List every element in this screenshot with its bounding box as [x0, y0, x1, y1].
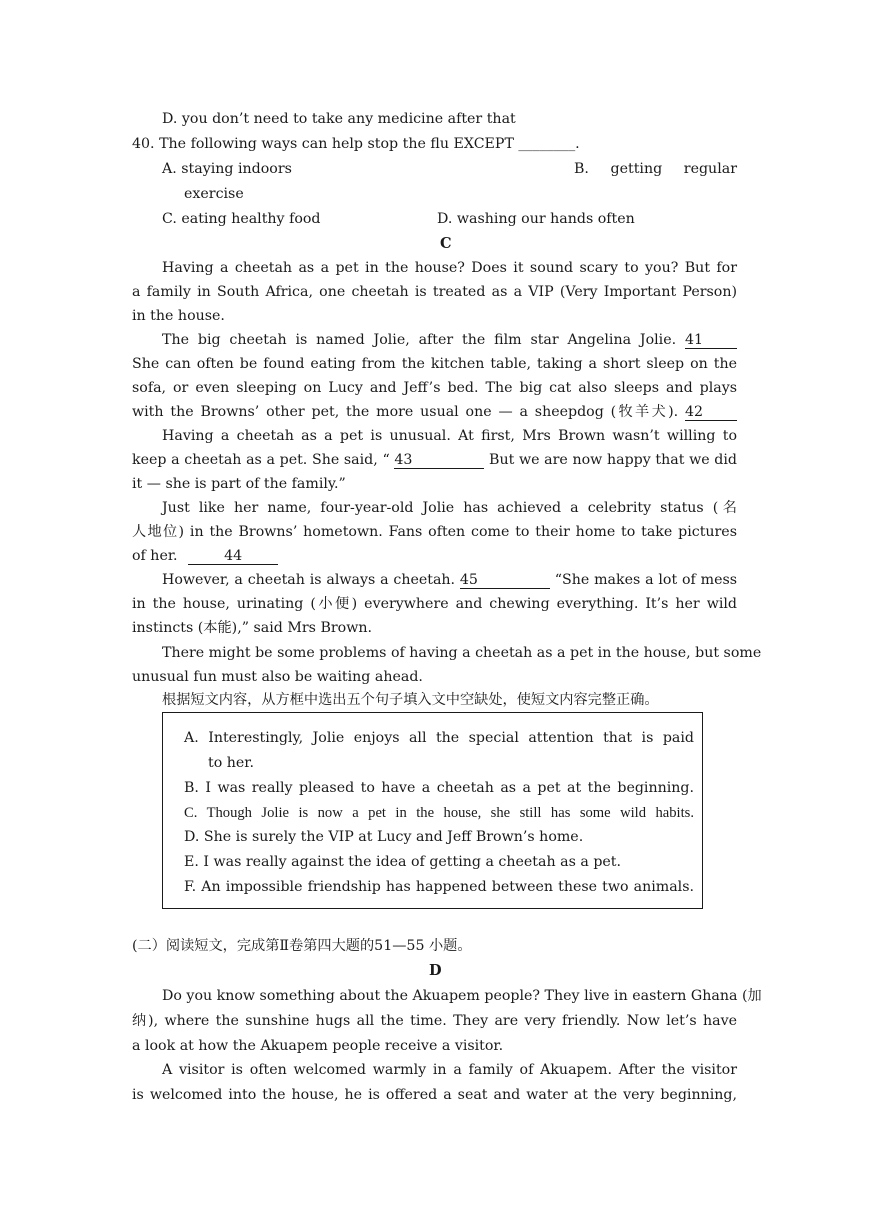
blank-42: 42: [685, 404, 737, 421]
section-two-title: (二）阅读短文，完成第Ⅱ卷第四大题的51—55 小题。: [132, 938, 472, 954]
blank-43: 43: [394, 452, 484, 469]
option-a: A. Interestingly, Jolie enjoys all the special attention that is paid: [184, 730, 694, 746]
passage-d-line5: is welcomed into the house, he is offered a seat and water at the very beginning,: [132, 1087, 737, 1103]
passage-d-line3: a look at how the Akuapem people receive a visitor.: [132, 1038, 504, 1054]
q40-option-b-word2: regular: [683, 161, 737, 177]
passage-c-p5-line3: instincts (本能),” said Mrs Brown.: [132, 620, 372, 636]
passage-c-p1-line2: a family in South Africa, one cheetah is treated as a VIP (Very Important Person): [132, 284, 737, 300]
passage-c-p4-text3: of her.: [132, 548, 178, 564]
passage-c-instruction: 根据短文内容，从方框中选出五个句子填入文中空缺处，使短文内容完整正确。: [162, 692, 659, 708]
passage-c-p3-line2: [132, 451, 737, 469]
q39-option-d: D. you don’t need to take any medicine after that: [162, 111, 516, 127]
passage-c-p5-line1: [162, 571, 737, 589]
q40-option-b: [574, 160, 737, 178]
q40-option-b-letter: B.: [574, 161, 589, 177]
option-b: B. I was really pleased to have a cheetah as a pet at the beginning.: [184, 780, 694, 796]
passage-d-line2: 纳), where the sunshine hugs all the time. They are very friendly. Now let’s have: [132, 1013, 737, 1029]
passage-c-p4-line3: [132, 547, 278, 565]
q40-option-d: D. washing our hands often: [437, 211, 635, 227]
passage-c-p5-text1b: “She makes a lot of mess: [554, 572, 738, 588]
passage-c-p6-line2: unusual fun must also be waiting ahead.: [132, 669, 423, 685]
passage-c-p2-line2: She can often be found eating from the kitchen table, taking a short sleep on the: [132, 356, 737, 372]
option-c: C. Though Jolie is now a pet in the house, she still has some wild habits.: [184, 805, 694, 821]
passage-c-p5-text1a: However, a cheetah is always a cheetah.: [162, 572, 456, 588]
passage-c-p1-line3: in the house.: [132, 308, 225, 324]
q40-option-a: A. staying indoors: [162, 161, 292, 177]
q40-option-b-word1: getting: [610, 161, 663, 177]
passage-c-p3-line1: Having a cheetah as a pet is unusual. At first, Mrs Brown wasn’t willing to: [162, 428, 737, 444]
q40-option-c: C. eating healthy food: [162, 211, 321, 227]
blank-45: 45: [460, 572, 550, 589]
passage-c-p2-text1: The big cheetah is named Jolie, after the film star Angelina Jolie.: [162, 332, 677, 348]
passage-c-p2-line1: [162, 331, 737, 349]
passage-c-p2-text4: with the Browns’ other pet, the more usual one — a sheepdog (牧羊犬).: [132, 404, 679, 420]
option-d: D. She is surely the VIP at Lucy and Jeff Brown’s home.: [184, 829, 584, 845]
blank-44: 44: [188, 548, 278, 565]
passage-c-p3-text2a: keep a cheetah as a pet. She said, “: [132, 452, 390, 468]
passage-d-line4: A visitor is often welcomed warmly in a family of Akuapem. After the visitor: [162, 1062, 737, 1078]
passage-c-p1-line1: Having a cheetah as a pet in the house? Does it sound scary to you? But for: [162, 260, 737, 276]
blank-41: 41: [685, 332, 737, 349]
passage-d-line1: Do you know something about the Akuapem people? They live in eastern Ghana (加: [162, 988, 762, 1004]
passage-c-p3-line3: it — she is part of the family.”: [132, 476, 346, 492]
passage-c-p2-line4: [132, 403, 737, 421]
q40-stem: 40. The following ways can help stop the flu EXCEPT ________.: [132, 136, 580, 152]
passage-c-heading: C: [440, 235, 452, 252]
option-a-continued: to her.: [208, 755, 255, 771]
option-e: E. I was really against the idea of getting a cheetah as a pet.: [184, 854, 622, 870]
passage-c-p2-line3: sofa, or even sleeping on Lucy and Jeff’s bed. The big cat also sleeps and plays: [132, 380, 737, 396]
passage-c-p4-line1: Just like her name, four-year-old Jolie has achieved a celebrity status (名: [162, 500, 737, 516]
passage-c-p4-line2: 人地位) in the Browns’ hometown. Fans often come to their home to take pictures: [132, 524, 737, 540]
passage-c-p6-line1: There might be some problems of having a cheetah as a pet in the house, but some: [162, 645, 762, 661]
option-f: F. An impossible friendship has happened between these two animals.: [184, 879, 694, 895]
passage-c-p3-text2b: But we are now happy that we did: [489, 452, 737, 468]
q40-option-b-continued: exercise: [184, 186, 244, 202]
passage-c-p5-line2: in the house, urinating (小便) everywhere and chewing everything. It’s her wild: [132, 596, 737, 612]
passage-d-heading: D: [429, 962, 442, 979]
